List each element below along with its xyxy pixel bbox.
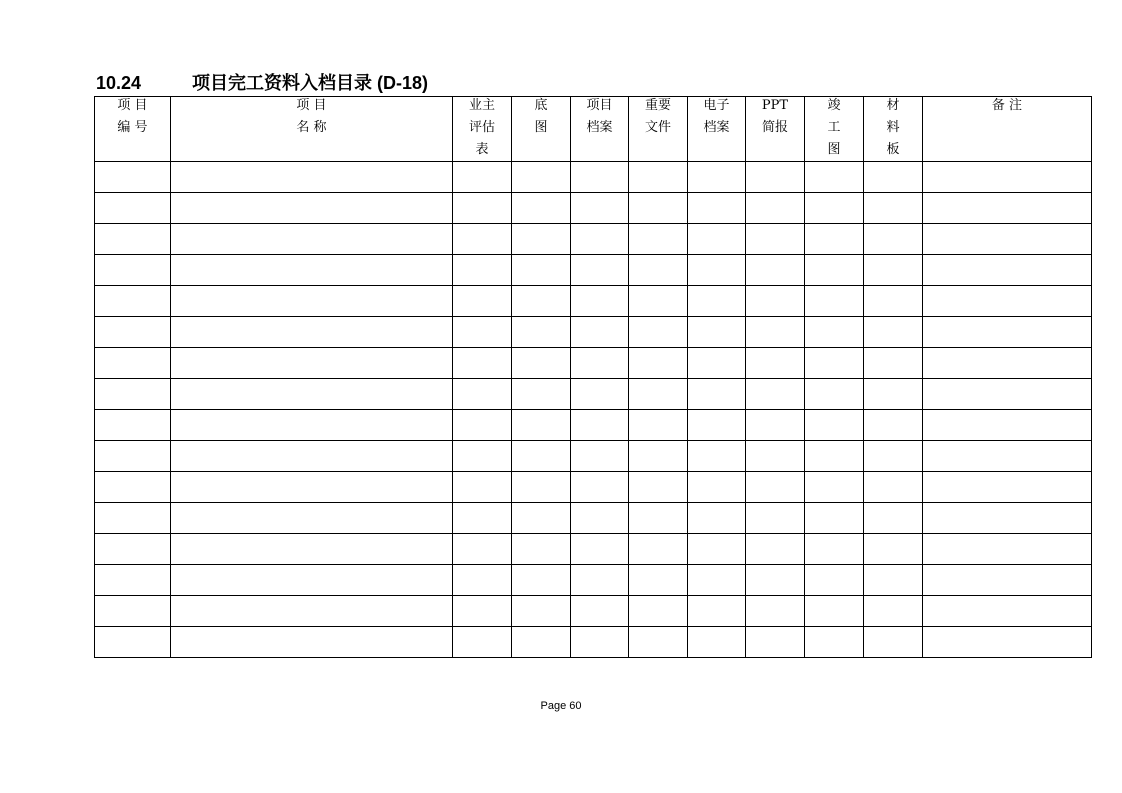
table-cell-project-no — [95, 410, 171, 441]
column-header-line: 工 — [827, 120, 841, 135]
table-cell-material-board — [864, 596, 923, 627]
table-cell-ppt-brief — [746, 379, 805, 410]
table-cell-owner-evaluation — [453, 534, 512, 565]
column-header-project-name — [171, 97, 453, 162]
table-row — [95, 348, 1092, 379]
table-cell-project-no — [95, 534, 171, 565]
table-cell-material-board — [864, 317, 923, 348]
table-cell-project-name — [171, 472, 453, 503]
table-cell-as-built-drawing — [805, 503, 864, 534]
section-title: 项目完工资料入档目录 (D-18) — [192, 73, 429, 93]
table-cell-important-files — [629, 441, 688, 472]
table-cell-ppt-brief — [746, 441, 805, 472]
table-row — [95, 410, 1092, 441]
table-cell-project-archive — [571, 255, 629, 286]
table-cell-remarks — [923, 441, 1092, 472]
table-cell-as-built-drawing — [805, 410, 864, 441]
table-cell-as-built-drawing — [805, 348, 864, 379]
table-cell-base-drawing — [512, 627, 571, 658]
column-header-line: 板 — [886, 142, 900, 157]
table-cell-electronic-archive — [688, 534, 746, 565]
table-cell-material-board — [864, 224, 923, 255]
table-cell-important-files — [629, 596, 688, 627]
table-cell-project-no — [95, 348, 171, 379]
table-cell-project-name — [171, 565, 453, 596]
table-cell-project-name — [171, 286, 453, 317]
column-header-base-drawing — [512, 97, 571, 162]
table-cell-owner-evaluation — [453, 472, 512, 503]
table-cell-remarks — [923, 193, 1092, 224]
table-cell-important-files — [629, 317, 688, 348]
column-header-line: 项 目 — [117, 98, 148, 113]
table-cell-material-board — [864, 162, 923, 193]
table-cell-owner-evaluation — [453, 596, 512, 627]
column-header-important-files — [629, 97, 688, 162]
section-heading — [96, 71, 428, 95]
column-header-line: 备 注 — [991, 98, 1023, 113]
table-cell-material-board — [864, 503, 923, 534]
table-cell-important-files — [629, 379, 688, 410]
table-cell-remarks — [923, 565, 1092, 596]
table-cell-important-files — [629, 565, 688, 596]
table-cell-owner-evaluation — [453, 348, 512, 379]
table-cell-project-name — [171, 317, 453, 348]
table-cell-owner-evaluation — [453, 255, 512, 286]
table-cell-material-board — [864, 286, 923, 317]
table-cell-base-drawing — [512, 596, 571, 627]
table-cell-remarks — [923, 317, 1092, 348]
table-cell-electronic-archive — [688, 286, 746, 317]
table-cell-material-board — [864, 348, 923, 379]
column-header-line: 电子 — [703, 98, 730, 113]
table-cell-owner-evaluation — [453, 286, 512, 317]
table-cell-owner-evaluation — [453, 503, 512, 534]
table-cell-project-archive — [571, 472, 629, 503]
table-row — [95, 472, 1092, 503]
table-cell-remarks — [923, 410, 1092, 441]
table-row — [95, 565, 1092, 596]
table-cell-as-built-drawing — [805, 317, 864, 348]
table-cell-remarks — [923, 162, 1092, 193]
table-cell-as-built-drawing — [805, 441, 864, 472]
column-header-owner-evaluation — [453, 97, 512, 162]
table-cell-owner-evaluation — [453, 193, 512, 224]
table-cell-electronic-archive — [688, 596, 746, 627]
table-cell-important-files — [629, 162, 688, 193]
table-cell-ppt-brief — [746, 596, 805, 627]
table-cell-project-no — [95, 565, 171, 596]
table-cell-ppt-brief — [746, 565, 805, 596]
column-header-as-built-drawing — [805, 97, 864, 162]
table-cell-base-drawing — [512, 441, 571, 472]
table-cell-material-board — [864, 255, 923, 286]
column-header-remarks — [923, 97, 1092, 162]
table-cell-important-files — [629, 410, 688, 441]
table-cell-base-drawing — [512, 379, 571, 410]
table-cell-material-board — [864, 379, 923, 410]
table-cell-ppt-brief — [746, 534, 805, 565]
table-cell-electronic-archive — [688, 255, 746, 286]
table-cell-owner-evaluation — [453, 162, 512, 193]
table-cell-important-files — [629, 255, 688, 286]
table-cell-important-files — [629, 627, 688, 658]
table-cell-owner-evaluation — [453, 379, 512, 410]
table-cell-remarks — [923, 255, 1092, 286]
table-cell-project-name — [171, 224, 453, 255]
table-cell-important-files — [629, 286, 688, 317]
table-cell-base-drawing — [512, 193, 571, 224]
table-cell-electronic-archive — [688, 627, 746, 658]
table-cell-ppt-brief — [746, 317, 805, 348]
column-header-electronic-archive — [688, 97, 746, 162]
table-cell-ppt-brief — [746, 286, 805, 317]
table-row — [95, 193, 1092, 224]
table-cell-base-drawing — [512, 410, 571, 441]
table-cell-project-archive — [571, 162, 629, 193]
table-cell-owner-evaluation — [453, 627, 512, 658]
table-cell-project-archive — [571, 596, 629, 627]
table-cell-important-files — [629, 224, 688, 255]
table-body — [95, 162, 1092, 658]
column-header-line: 文件 — [644, 120, 671, 135]
table-cell-remarks — [923, 503, 1092, 534]
table-cell-project-no — [95, 503, 171, 534]
table-cell-remarks — [923, 472, 1092, 503]
column-header-project-archive — [571, 97, 629, 162]
table-cell-ppt-brief — [746, 472, 805, 503]
table-cell-ppt-brief — [746, 193, 805, 224]
table-cell-project-archive — [571, 317, 629, 348]
table-cell-project-no — [95, 255, 171, 286]
table-cell-project-archive — [571, 565, 629, 596]
table-cell-base-drawing — [512, 286, 571, 317]
table-cell-project-name — [171, 596, 453, 627]
table-cell-base-drawing — [512, 255, 571, 286]
table-cell-electronic-archive — [688, 410, 746, 441]
section-number: 10.24 — [96, 73, 142, 93]
table-cell-ppt-brief — [746, 503, 805, 534]
table-cell-as-built-drawing — [805, 162, 864, 193]
column-header-line: 料 — [886, 120, 900, 135]
table-cell-material-board — [864, 441, 923, 472]
table-cell-project-archive — [571, 410, 629, 441]
table-cell-ppt-brief — [746, 224, 805, 255]
page-number: Page 60 — [540, 700, 582, 712]
table-row — [95, 379, 1092, 410]
table-cell-as-built-drawing — [805, 193, 864, 224]
archive-catalog-table — [94, 96, 1092, 658]
table-cell-project-no — [95, 193, 171, 224]
table-cell-as-built-drawing — [805, 255, 864, 286]
table-cell-base-drawing — [512, 534, 571, 565]
table-cell-remarks — [923, 224, 1092, 255]
table-cell-important-files — [629, 534, 688, 565]
table-row — [95, 162, 1092, 193]
table-cell-project-no — [95, 441, 171, 472]
table-cell-ppt-brief — [746, 627, 805, 658]
table-header — [95, 97, 1092, 162]
table-cell-electronic-archive — [688, 348, 746, 379]
table-cell-material-board — [864, 627, 923, 658]
table-cell-owner-evaluation — [453, 441, 512, 472]
table-cell-remarks — [923, 348, 1092, 379]
column-header-material-board — [864, 97, 923, 162]
table-cell-as-built-drawing — [805, 627, 864, 658]
table-cell-ppt-brief — [746, 410, 805, 441]
table-cell-project-archive — [571, 193, 629, 224]
column-header-line: 竣 — [827, 98, 841, 113]
table-cell-electronic-archive — [688, 472, 746, 503]
table-cell-as-built-drawing — [805, 379, 864, 410]
column-header-line: 评估 — [468, 120, 495, 135]
table-cell-project-name — [171, 503, 453, 534]
table-cell-material-board — [864, 565, 923, 596]
table-cell-ppt-brief — [746, 162, 805, 193]
table-cell-electronic-archive — [688, 565, 746, 596]
table-cell-owner-evaluation — [453, 317, 512, 348]
column-header-line: 图 — [827, 142, 841, 157]
table-cell-important-files — [629, 193, 688, 224]
table-cell-as-built-drawing — [805, 596, 864, 627]
table-cell-electronic-archive — [688, 193, 746, 224]
table-cell-project-archive — [571, 534, 629, 565]
table-cell-project-archive — [571, 627, 629, 658]
table-row — [95, 441, 1092, 472]
table-cell-owner-evaluation — [453, 565, 512, 596]
table-cell-material-board — [864, 193, 923, 224]
column-header-ppt-brief — [746, 97, 805, 162]
table-cell-project-name — [171, 379, 453, 410]
column-header-line: 图 — [534, 120, 548, 135]
table-cell-base-drawing — [512, 348, 571, 379]
table-cell-project-archive — [571, 503, 629, 534]
table-cell-base-drawing — [512, 472, 571, 503]
table-row — [95, 627, 1092, 658]
table-cell-base-drawing — [512, 317, 571, 348]
column-header-line: 简报 — [761, 120, 788, 135]
table-cell-project-name — [171, 410, 453, 441]
table-cell-remarks — [923, 534, 1092, 565]
column-header-line: PPT — [761, 98, 789, 113]
table-cell-owner-evaluation — [453, 224, 512, 255]
table-cell-important-files — [629, 503, 688, 534]
table-cell-project-archive — [571, 348, 629, 379]
table-cell-project-no — [95, 596, 171, 627]
column-header-line: 档案 — [586, 120, 613, 135]
table-cell-remarks — [923, 379, 1092, 410]
table-cell-project-archive — [571, 379, 629, 410]
table-cell-material-board — [864, 410, 923, 441]
column-header-line: 项 目 — [296, 98, 327, 113]
column-header-line: 重要 — [644, 98, 671, 113]
table-cell-project-no — [95, 379, 171, 410]
table-row — [95, 255, 1092, 286]
table-cell-as-built-drawing — [805, 565, 864, 596]
table-cell-important-files — [629, 472, 688, 503]
table-cell-as-built-drawing — [805, 472, 864, 503]
column-header-line: 项目 — [586, 98, 613, 113]
table-cell-remarks — [923, 627, 1092, 658]
table-cell-project-archive — [571, 286, 629, 317]
table-cell-as-built-drawing — [805, 534, 864, 565]
table-cell-electronic-archive — [688, 224, 746, 255]
table-cell-material-board — [864, 472, 923, 503]
column-header-project-no — [95, 97, 171, 162]
table-cell-project-archive — [571, 224, 629, 255]
table-cell-material-board — [864, 534, 923, 565]
table-cell-project-name — [171, 441, 453, 472]
column-header-line: 档案 — [703, 120, 730, 135]
table-cell-owner-evaluation — [453, 410, 512, 441]
table-cell-electronic-archive — [688, 162, 746, 193]
table-cell-ppt-brief — [746, 348, 805, 379]
table-row — [95, 317, 1092, 348]
table-cell-ppt-brief — [746, 255, 805, 286]
table-cell-project-no — [95, 472, 171, 503]
table-cell-base-drawing — [512, 224, 571, 255]
column-header-line: 业主 — [468, 98, 495, 113]
table-header-row — [95, 97, 1092, 162]
table-cell-project-name — [171, 534, 453, 565]
table-cell-important-files — [629, 348, 688, 379]
table-cell-project-name — [171, 162, 453, 193]
column-header-line: 编 号 — [117, 120, 148, 135]
column-header-line: 表 — [475, 142, 489, 157]
table-cell-as-built-drawing — [805, 224, 864, 255]
table-row — [95, 503, 1092, 534]
table-cell-base-drawing — [512, 565, 571, 596]
table-cell-electronic-archive — [688, 317, 746, 348]
table-cell-project-no — [95, 224, 171, 255]
table-cell-remarks — [923, 596, 1092, 627]
table-cell-base-drawing — [512, 503, 571, 534]
table-cell-electronic-archive — [688, 441, 746, 472]
column-header-line: 名 称 — [296, 120, 327, 135]
table-row — [95, 596, 1092, 627]
table-cell-project-archive — [571, 441, 629, 472]
table-cell-base-drawing — [512, 162, 571, 193]
table-cell-project-name — [171, 348, 453, 379]
table-row — [95, 224, 1092, 255]
table-cell-project-name — [171, 627, 453, 658]
column-header-line: 底 — [534, 98, 548, 113]
table-cell-project-name — [171, 193, 453, 224]
table-cell-electronic-archive — [688, 503, 746, 534]
table-row — [95, 534, 1092, 565]
table-cell-as-built-drawing — [805, 286, 864, 317]
table-cell-project-no — [95, 286, 171, 317]
table-cell-project-no — [95, 162, 171, 193]
column-header-line: 材 — [886, 98, 900, 113]
table-row — [95, 286, 1092, 317]
table-cell-project-name — [171, 255, 453, 286]
table-cell-project-no — [95, 317, 171, 348]
table-cell-project-no — [95, 627, 171, 658]
table-cell-electronic-archive — [688, 379, 746, 410]
table-cell-remarks — [923, 286, 1092, 317]
